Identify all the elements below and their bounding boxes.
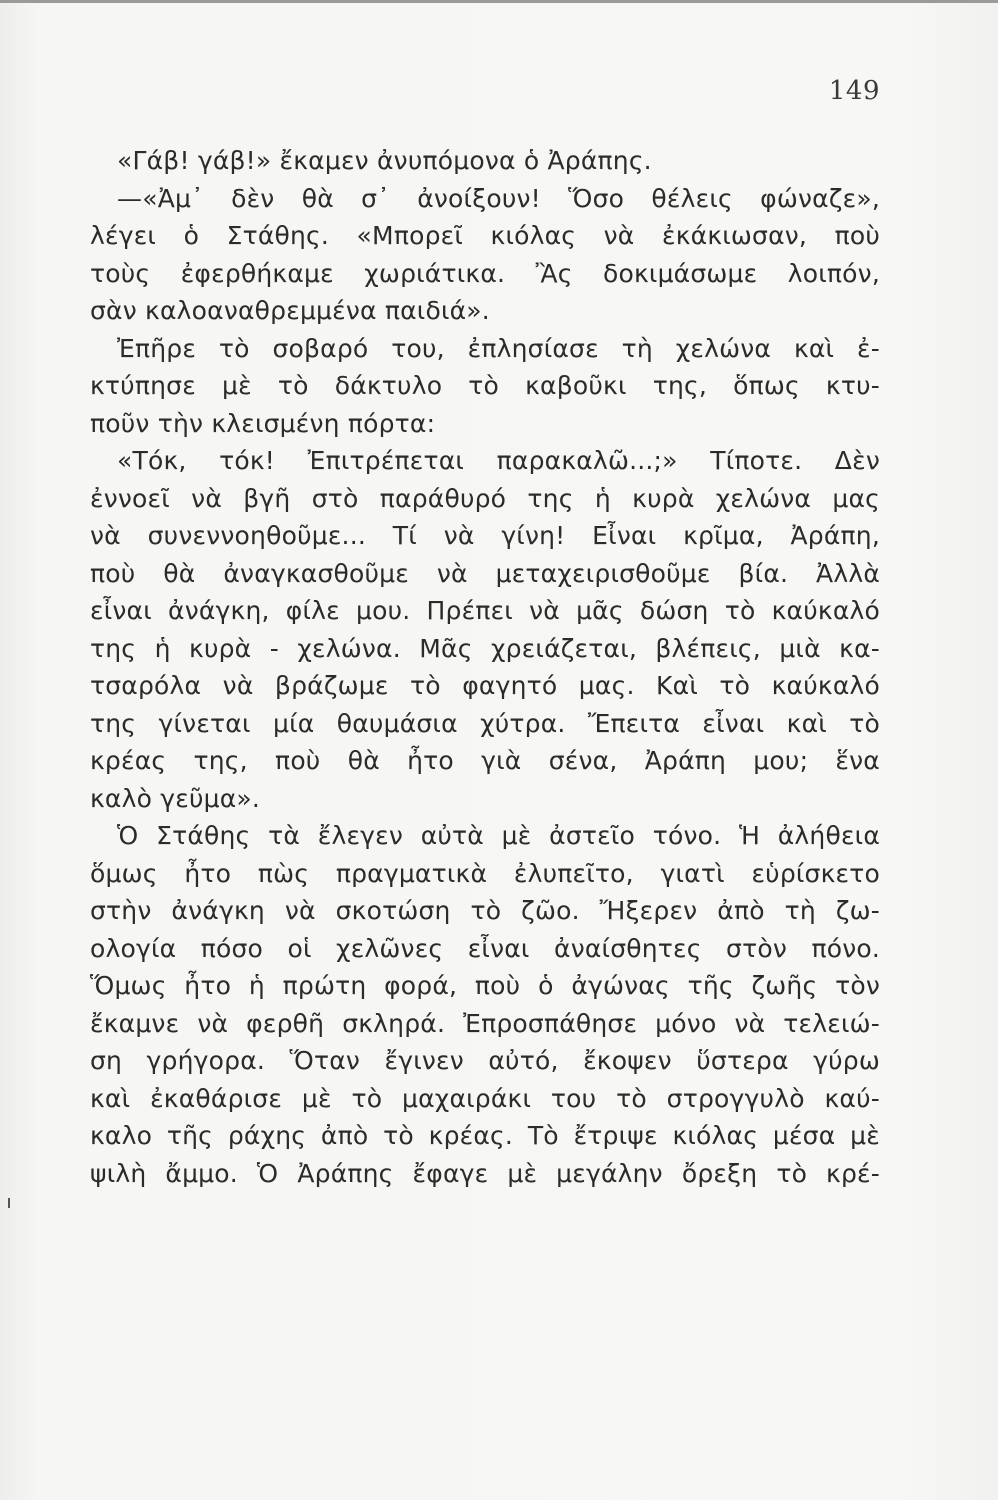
text-line: καλὸ γεῦμα».: [90, 783, 261, 813]
page-top-edge: [0, 0, 998, 3]
text-line: κτύπησε μὲ τὸ δάκτυλο τὸ καβοῦκι της, ὅπως κτυ-: [90, 371, 880, 400]
body-text: [90, 142, 880, 1192]
text-line: Ὅμως ἦτο ἡ πρώτη φορά, ποὺ ὁ ἀγώνας τῆς ζωῆς τὸν: [90, 971, 880, 1000]
text-line: ὅμως ἦτο πὼς πραγματικὰ ἐλυπεῖτο, γιατὶ εὑρίσκετο: [90, 858, 880, 888]
text-line: στὴν ἀνάγκη νὰ σκοτώση τὸ ζῶο. Ἤξερεν ἀπὸ τὴ ζω-: [90, 896, 880, 925]
text-line: ἐννοεῖ νὰ βγῆ στὸ παράθυρό της ἡ κυρὰ χελώνα μας: [90, 483, 880, 513]
text-line: «Τόκ, τόκ! Ἐπιτρέπεται παρακαλῶ...;» Τίποτε. Δὲν: [117, 446, 880, 475]
text-line: ποὺ θὰ ἀναγκασθοῦμε νὰ μεταχειρισθοῦμε βία. Ἀλλὰ: [90, 558, 880, 588]
text-line: της ἡ κυρὰ - χελώνα. Μᾶς χρειάζεται, βλέπεις, μιὰ κα-: [90, 633, 880, 663]
text-line: κρέας της, ποὺ θὰ ἦτο γιὰ σένα, Ἀράπη μου; ἕνα: [90, 746, 880, 775]
margin-mark: [8, 1198, 10, 1208]
text-line: τσαρόλα νὰ βράζωμε τὸ φαγητό μας. Καὶ τὸ καύκαλό: [90, 671, 880, 700]
page-number: 149: [828, 76, 880, 106]
text-line: ψιλὴ ἄμμο. Ὁ Ἀράπης ἔφαγε μὲ μεγάλην ὄρεξη τὸ κρέ-: [90, 1158, 880, 1188]
text-line: ἔκαμνε νὰ φερθῆ σκληρά. Ἐπροσπάθησε μόνο νὰ τελειώ-: [90, 1008, 880, 1038]
text-line: καὶ ἐκαθάρισε μὲ τὸ μαχαιράκι του τὸ στρογγυλὸ καύ-: [90, 1083, 880, 1113]
text-line: Ἐπῆρε τὸ σοβαρό του, ἐπλησίασε τὴ χελώνα καὶ ἐ-: [117, 333, 880, 363]
text-line: «Γάβ! γάβ!» ἔκαμεν ἀνυπόμονα ὁ Ἀράπης.: [117, 146, 652, 175]
text-line: —«Ἀμ᾽ δὲν θὰ σ᾽ ἀνοίξουν! Ὅσο θέλεις φώναζε»,: [117, 183, 880, 213]
text-line: ποῦν τὴν κλεισμένη πόρτα:: [90, 408, 436, 438]
text-line: τοὺς ἐφερθήκαμε χωριάτικα. Ἂς δοκιμάσωμε λοιπόν,: [90, 258, 880, 288]
text-line: ολογία πόσο οἱ χελῶνες εἶναι ἀναίσθητες στὸν πόνο.: [90, 933, 880, 963]
text-line: της γίνεται μία θαυμάσια χύτρα. Ἔπειτα εἶναι καὶ τὸ: [90, 708, 880, 738]
text-line: ση γρήγορα. Ὅταν ἔγινεν αὐτό, ἔκοψεν ὕστερα γύρω: [90, 1046, 880, 1075]
text-line: λέγει ὁ Στάθης. «Μπορεῖ κιόλας νὰ ἐκάκιωσαν, ποὺ: [90, 221, 880, 250]
text-line: νὰ συνεννοηθοῦμε... Τί νὰ γίνη! Εἶναι κρῖμα, Ἀράπη,: [90, 521, 880, 550]
text-line: εἶναι ἀνάγκη, φίλε μου. Πρέπει νὰ μᾶς δώση τὸ καύκαλό: [90, 596, 880, 625]
text-line: σὰν καλοαναθρεμμένα παιδιά».: [90, 296, 490, 325]
text-line: Ὁ Στάθης τὰ ἔλεγεν αὐτὰ μὲ ἀστεῖο τόνο. Ἡ ἀλήθεια: [117, 821, 880, 850]
text-line: καλο τῆς ράχης ἀπὸ τὸ κρέας. Τὸ ἔτριψε κιόλας μέσα μὲ: [90, 1121, 880, 1150]
